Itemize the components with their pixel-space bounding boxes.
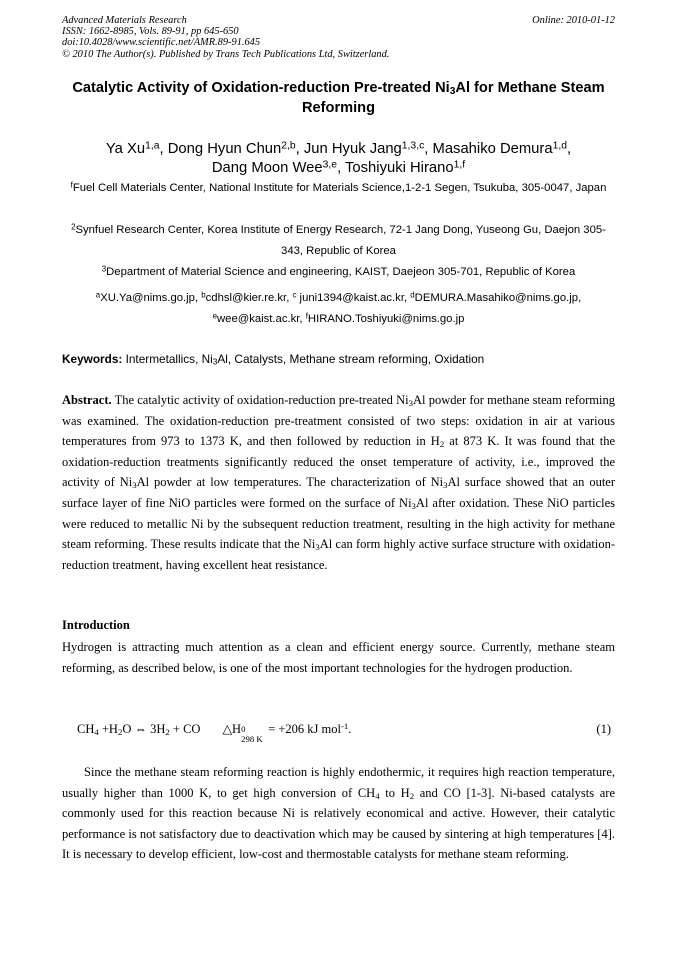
author: Dong Hyun Chun$^{2,b}$, (167, 140, 304, 157)
email[interactable]: $^e$wee@kaist.ac.kr (212, 311, 300, 325)
equation-number: (1) (596, 722, 611, 736)
affiliation-2: $^2$Synfuel Research Center, Korea Institute of Energy Research, 72-1 Jang Dong, Yuseong Gu, Daejon 305-343, Republic of Korea (71, 222, 606, 257)
email[interactable]: $^b$cdhsl@kier.re.kr (201, 290, 287, 304)
abstract: Abstract. The catalytic activity of oxidation-reduction pre-treated $Ni_3Al$ powder for methane steam reforming was examined. The oxidation-reduction pre-treatment consisted of two steps: oxidation in air at various temperatures from 973 to 1373 K, and then followed by reduction in $H_2$ at 873 K. It was found that the oxidation-reduction treatments significantly reduced the onset temperature of activity, i.e., improved the activity of $Ni_3Al$ powder at low temperatures. The characterization of $Ni_3Al$ surface showed that an outer surface layer of fine NiO particles were formed on the surface of $Ni_3Al$ after oxidation. These NiO particles were reduced to metallic Ni by the subsequent reduction treatment, resulting in the high activity for methane steam reforming. These results indicate that the $Ni_3Al$ can form highly active surface structure with oxidation-reduction treatment, having excellent heat resistance. (62, 393, 616, 572)
journal-header (62, 15, 615, 60)
author: Masahiko Demura$^{1,d}$, (432, 140, 572, 157)
affiliation-3: $^3$Department of Material Science and engineering, KAIST, Daejeon 305-701, Republic of Korea (101, 264, 576, 278)
abstract-label: Abstract. (62, 393, 112, 407)
email[interactable]: $^a$XU.Ya@nims.go.jp (95, 290, 195, 304)
doi-line: doi:10.4028/www.scientific.net/AMR.89-91.645 (62, 37, 261, 49)
email[interactable]: $^d$DEMURA.Masahiko@nims.go.jp (410, 290, 579, 304)
intro-paragraph-2: Since the methane steam reforming reaction is highly endothermic, it requires high reaction temperature, usually higher than 1000 K, to get high conversion of $CH_4$ to $H_2$ and CO [1-3]. Ni-based catalysts are commonly used for this reaction because Ni is relatively economical and active. However, their catalytic performance is not satisfactory due to deactivation which may be caused by sintering at high temperatures [4]. It is necessary to develop efficient, low-cost and thermostable catalysts for methane steam reforming. (62, 765, 616, 862)
email-list: $^a$XU.Ya@nims.go.jp, $^b$cdhsl@kier.re.kr, $^c$ juni1394@kaist.ac.kr, $^d$DEMURA.Masahiko@nims.go.jp, $^e$wee@kaist.ac.kr, $^f$HIRANO.Toshiyuki@nims.go.jp (95, 290, 582, 325)
author-list (62, 140, 615, 178)
online-date: Online: 2010-01-12 (532, 15, 615, 26)
equation-body: $CH_4 +H_2O$ ⇔ $3H_2$ + CO △H 0 298 K = +206 kJ mol$^{-1}$. (77, 721, 352, 744)
author: Dang Moon Wee$^{3,e}$, (211, 159, 346, 176)
affiliation-1: $^f$Fuel Cell Materials Center, National Institute for Materials Science,1-2-1 Segen, Tsukuba, 305-0047, Japan (70, 180, 607, 194)
section-heading: Introduction (62, 618, 130, 632)
keywords-label: Keywords: (62, 352, 123, 366)
email[interactable]: $^c$ juni1394@kaist.ac.kr (292, 290, 404, 304)
copyright-line: © 2010 The Author(s). Published by Trans Tech Publications Ltd, Switzerland. (62, 48, 390, 60)
author: Toshiyuki Hirano$^{1,f}$ (345, 159, 466, 176)
issn-line: ISSN: 1662-8985, Vols. 89-91, pp 645-650 (62, 26, 239, 38)
email[interactable]: $^f$HIRANO.Toshiyuki@nims.go.jp (305, 311, 465, 325)
paper-title: Catalytic Activity of Oxidation-reduction Pre-treated $Ni_3Al$ for Methane Steam Reforming (72, 80, 605, 116)
keywords: Keywords: Intermetallics, $Ni_3Al$, Catalysts, Methane stream reforming, Oxidation (62, 352, 485, 367)
journal-name: Advanced Materials Research (62, 15, 187, 26)
author: Ya Xu$^{1,a}$, (105, 140, 168, 157)
author: Jun Hyuk Jang$^{1,3,c}$, (303, 140, 433, 157)
equilibrium-arrow-icon: ⇔ (131, 722, 151, 736)
intro-paragraph-1: Hydrogen is attracting much attention as a clean and efficient energy source. Currently, methane steam reforming, as described below, is one of the most important technologies for the hydrogen production. (62, 640, 615, 675)
